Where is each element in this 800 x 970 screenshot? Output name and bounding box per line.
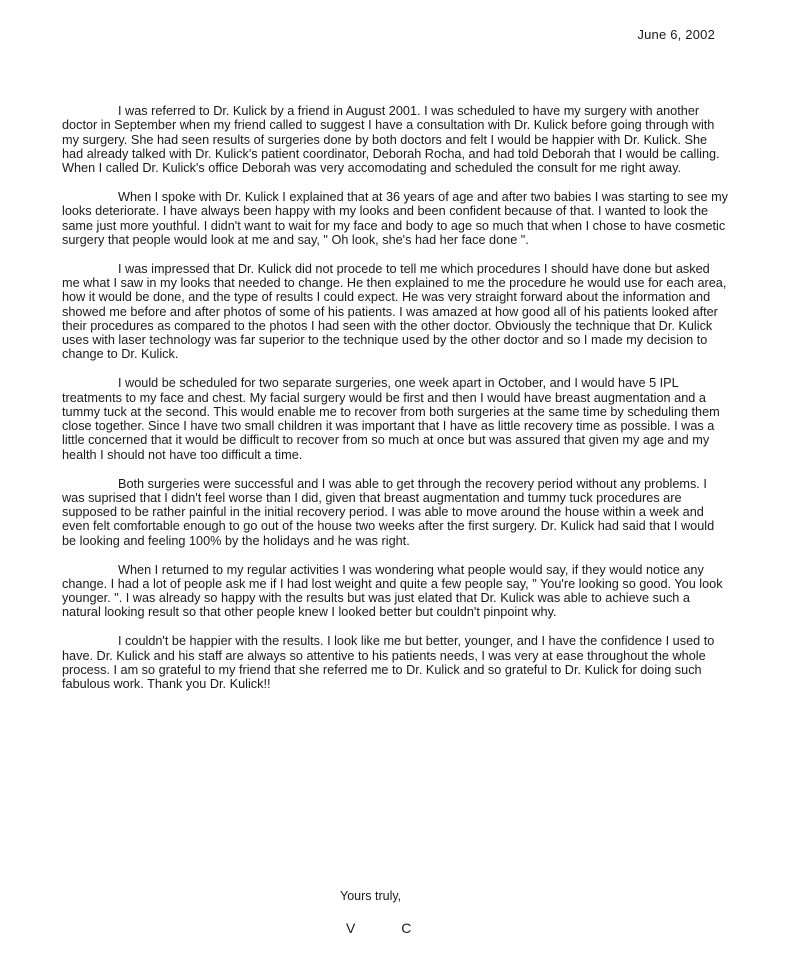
letter-body: [62, 104, 730, 706]
paragraph: I was referred to Dr. Kulick by a friend in August 2001. I was scheduled to have my surgery with another doctor in September when my friend called to suggest I have a consultation with Dr. Kulick before going through with my surgery. She had seen results of surgeries done by both doctors and felt I would be happier with Dr. Kulick. She had already talked with Dr. Kulick's patient coordinator, Deborah Rocha, and had told Deborah that I would be calling. When I called Dr. Kulick's office Deborah was very accomodating and scheduled the consult for me right away.: [62, 104, 720, 176]
paragraph: I was impressed that Dr. Kulick did not procede to tell me which procedures I should have done but asked me what I saw in my looks that needed to change. He then explained to me the procedure he would use for each area, how it would be done, and the type of results I could expect. He was very straight forward about the information and showed me before and after photos of some of his patients. I was amazed at how good all of his patients looked after their procedures as compared to the photos I had seen with the other doctor. Obviously the technique that Dr. Kulick uses with laser technology was far superior to the technique used by the other doctor and so I made my decision to change to Dr. Kulick.: [62, 261, 727, 362]
letter-closing: Yours truly,: [340, 889, 402, 903]
paragraph: I would be scheduled for two separate surgeries, one week apart in October, and I would have 5 IPL treatments to my face and chest. My facial surgery would be first and then I would have breast augmentation and a tummy tuck at the second. This would enable me to recover from both surgeries at the same time by scheduling them close together. Since I have two small children it was important that I have as little recovery time as possible. I was a little concerned that it would be difficult to recover from so much at once but was assured that given my age and my health I should not have too difficult a time.: [62, 376, 720, 462]
paragraph: Both surgeries were successful and I was able to get through the recovery period without any problems. I was suprised that I didn't feel worse than I did, given that breast augmentation and tummy tuck procedures are supposed to be rather painful in the initial recovery period. I was able to move around the house within a week and even felt comfortable enough to go out of the house two weeks after the first surgery. Dr. Kulick had said that I would be looking and feeling 100% by the holidays and he was right.: [62, 476, 715, 548]
paragraph: When I spoke with Dr. Kulick I explained that at 36 years of age and after two babies I was starting to see my looks deteriorate. I have always been happy with my looks and been confident because of that. I wanted to look the same just more youthful. I didn't want to wait for my face and body to age so much that when I chose to have cosmetic surgery that people would look at me and say, " Oh look, she's had her face done ".: [62, 189, 729, 247]
signature-initials: V C: [346, 920, 413, 936]
paragraph: I couldn't be happier with the results. I look like me but better, younger, and I have the confidence I used to have. Dr. Kulick and his staff are always so attentive to his patients needs, I was very at ease throughout the whole process. I am so grateful to my friend that she referred me to Dr. Kulick and so grateful to Dr. Kulick for doing such fabulous work. Thank you Dr. Kulick!!: [62, 634, 715, 692]
paragraph: When I returned to my regular activities I was wondering what people would say, if they would notice any change. I had a lot of people ask me if I had lost weight and quite a few people say, " You're looking so good. You look younger. ". I was already so happy with the results but was just elated that Dr. Kulick was able to achieve such a natural looking result so that other people knew I looked better but couldn't pinpoint why.: [62, 562, 723, 620]
letter-date: June 6, 2002: [637, 27, 715, 42]
